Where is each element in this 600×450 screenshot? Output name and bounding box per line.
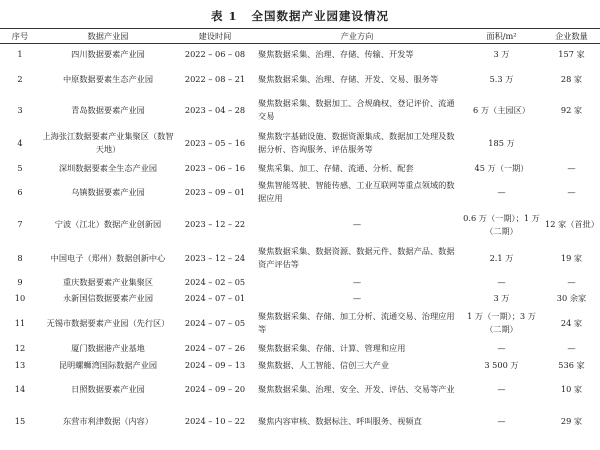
- table-row: [0, 94, 600, 127]
- cell-companies: 19 家: [560, 252, 583, 263]
- cell-area: —: [497, 186, 506, 197]
- cell-companies: 24 家: [560, 317, 583, 328]
- cell-park: 昆明螺蛳湾国际数据产业园: [58, 359, 158, 370]
- cell-park: 重庆数据要素产业集聚区: [62, 277, 154, 287]
- table-title-text: 全国数据产业园建设情况: [251, 9, 389, 23]
- cell-area: —: [497, 416, 506, 426]
- parks-table: [0, 28, 600, 439]
- cell-focus: —: [352, 293, 362, 303]
- table-row: [0, 127, 600, 160]
- cell-focus: 聚焦数字基础设施、数据资源集成、数据加工处理及数据分析、咨询服务、评估服务等: [258, 131, 455, 154]
- header-focus: 产业方向: [254, 29, 460, 44]
- header-no: 序号: [0, 29, 40, 44]
- cell-companies: 30 余家: [556, 293, 587, 303]
- cell-companies: —: [567, 277, 576, 287]
- cell-focus: —: [352, 219, 362, 229]
- cell-focus: 聚焦数据采集、治理、存储、传输、开发等: [258, 48, 414, 59]
- cell-date: 2024 – 07 – 26: [184, 342, 246, 353]
- cell-companies: 12 家（首批）: [545, 219, 599, 229]
- cell-companies: 29 家: [560, 416, 583, 426]
- table-row: [0, 44, 600, 65]
- cell-date: 2023 – 12 – 22: [184, 219, 246, 229]
- cell-no: 7: [17, 219, 23, 229]
- table-row: [0, 160, 600, 177]
- table-row: [0, 307, 600, 340]
- table-row: [0, 405, 600, 439]
- cell-park: 青岛数据要素产业园: [71, 104, 145, 115]
- cell-park: 中国电子（郑州）数据创新中心: [50, 252, 166, 263]
- cell-date: 2024 – 09 – 13: [184, 359, 246, 370]
- table-row: [0, 275, 600, 291]
- cell-area: 3 500 万: [484, 359, 519, 370]
- cell-park: 东营市利津数据（内容）: [62, 416, 154, 426]
- cell-date: 2023 – 05 – 16: [184, 137, 246, 148]
- cell-park: 四川数据要素产业园: [71, 48, 145, 59]
- cell-no: 8: [17, 252, 23, 263]
- cell-companies: 92 家: [560, 104, 583, 115]
- cell-date: 2024 – 07 – 01: [184, 293, 246, 303]
- cell-no: 10: [14, 293, 26, 303]
- table-row: [0, 340, 600, 357]
- cell-park: 上海张江数据要素产业集聚区（数智天地）: [42, 131, 174, 154]
- cell-no: 15: [14, 416, 26, 426]
- cell-no: 13: [14, 359, 26, 370]
- cell-date: 2023 – 04 – 28: [184, 104, 246, 115]
- cell-companies: —: [567, 186, 576, 197]
- table-row: [0, 65, 600, 94]
- cell-park: 永新国信数据要素产业园: [62, 293, 154, 303]
- cell-no: 6: [17, 186, 23, 197]
- cell-date: 2023 – 09 – 01: [184, 186, 246, 197]
- table-row: [0, 177, 600, 208]
- table-row: [0, 242, 600, 275]
- table-row: [0, 374, 600, 405]
- cell-focus: 聚焦数据采集、数据资源、数据元件、数据产品、数据资产评估等: [258, 246, 455, 269]
- table-header-row: [0, 29, 600, 44]
- cell-date: 2022 – 06 – 08: [184, 48, 246, 59]
- cell-date: 2022 – 08 – 21: [184, 73, 246, 84]
- cell-companies: 536 家: [558, 359, 585, 370]
- cell-focus: 聚焦智能驾驶、智能传感、工业互联网等重点领域的数据应用: [258, 180, 455, 203]
- cell-no: 11: [14, 317, 26, 328]
- cell-focus: 聚焦数据采集、治理、安全、开发、评估、交易等产业: [258, 383, 455, 394]
- cell-companies: —: [567, 162, 576, 173]
- cell-focus: 聚焦数据采集、治理、存储、开发、交易、服务等: [258, 73, 439, 84]
- cell-park: 无锡市数据要素产业园（先行区）: [46, 317, 170, 328]
- table-row: [0, 291, 600, 307]
- cell-date: 2023 – 06 – 16: [184, 162, 246, 173]
- cell-companies: 28 家: [560, 73, 583, 84]
- cell-focus: 聚焦采集、加工、存储、流通、分析、配套: [258, 162, 414, 173]
- cell-date: 2024 – 02 – 05: [184, 277, 246, 287]
- cell-area: 185 万: [488, 137, 515, 148]
- table-number: 表 1: [210, 9, 238, 23]
- cell-area: —: [497, 277, 506, 287]
- cell-no: 12: [14, 342, 26, 353]
- cell-focus: 聚焦数据采集、存储、计算、管理和应用: [258, 342, 406, 353]
- cell-focus: 聚焦数据、人工智能、信创三大产业: [258, 359, 390, 370]
- cell-focus: 聚焦数据采集、存储、加工分析、流通交易、治理应用等: [258, 311, 455, 334]
- cell-date: 2023 – 12 – 24: [184, 252, 246, 263]
- cell-park: 乌镇数据要素产业园: [71, 186, 145, 197]
- cell-date: 2024 – 09 – 20: [184, 383, 246, 394]
- cell-date: 2024 – 10 – 22: [184, 416, 246, 426]
- cell-no: 1: [17, 48, 23, 59]
- cell-companies: 157 家: [558, 48, 585, 59]
- cell-area: 45 万（一期）: [474, 162, 529, 173]
- cell-area: 5.3 万: [489, 73, 514, 84]
- cell-companies: 10 家: [560, 383, 583, 394]
- cell-no: 5: [17, 162, 23, 173]
- cell-focus: 聚焦数据采集、数据加工、合规确权、登记评价、流通交易: [258, 98, 455, 121]
- cell-companies: [543, 127, 600, 160]
- cell-park: 厦门数据港产业基地: [71, 342, 145, 353]
- cell-area: 6 万（主园区）: [473, 104, 530, 115]
- header-date: 建设时间: [176, 29, 254, 44]
- header-area: 面积/m²: [460, 29, 543, 44]
- table-title: [0, 8, 600, 24]
- cell-area: 3 万: [493, 48, 510, 59]
- cell-no: 2: [17, 73, 23, 84]
- header-park: 数据产业园: [40, 29, 176, 44]
- cell-area: 1 万（一期）；3 万（二期）: [467, 311, 536, 334]
- cell-area: —: [497, 342, 506, 353]
- cell-area: 3 万: [493, 293, 510, 303]
- cell-area: 0.6 万（一期）；1 万（二期）: [463, 212, 540, 236]
- cell-park: 日照数据要素产业园: [71, 383, 145, 394]
- cell-park: 中原数据要素生态产业园: [62, 73, 154, 84]
- cell-no: 14: [14, 383, 26, 394]
- cell-area: —: [497, 383, 506, 394]
- cell-date: 2024 – 07 – 05: [184, 317, 246, 328]
- cell-no: 4: [17, 137, 23, 148]
- cell-area: 2.1 万: [489, 252, 514, 263]
- table-row: [0, 208, 600, 242]
- cell-companies: —: [567, 342, 576, 353]
- cell-focus: —: [352, 277, 362, 287]
- cell-focus: 聚焦内容审核、数据标注、呼叫服务、视频直: [258, 416, 422, 426]
- cell-park: 深圳数据要素全生态产业园: [58, 162, 158, 173]
- cell-no: 9: [17, 277, 23, 287]
- cell-no: 3: [17, 104, 23, 115]
- header-companies: 企业数量: [543, 29, 600, 44]
- cell-park: 宁波（江北）数据产业创新园: [54, 219, 162, 229]
- table-row: [0, 357, 600, 374]
